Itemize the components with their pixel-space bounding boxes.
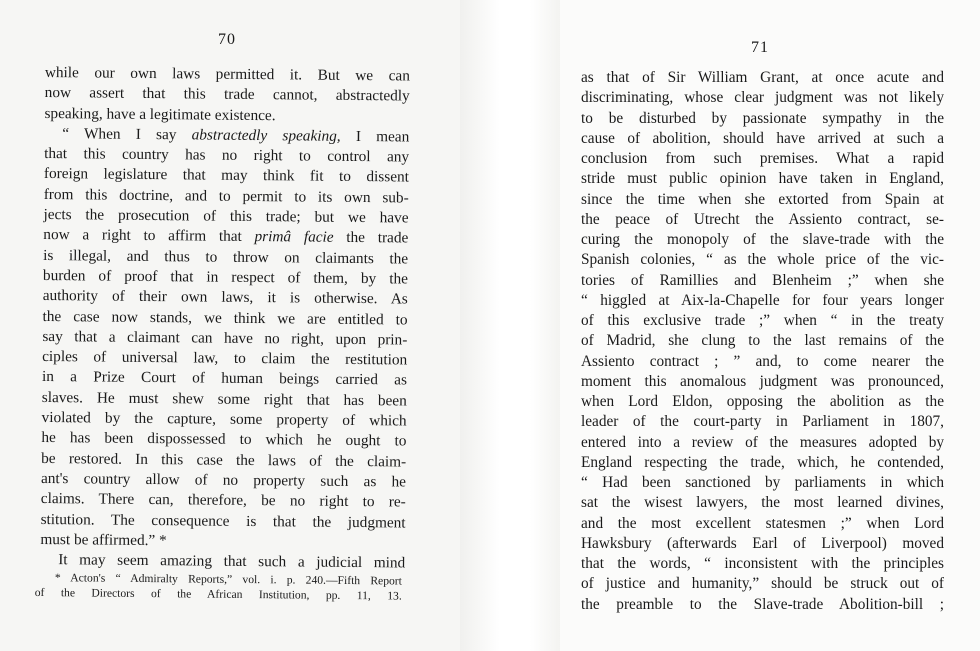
text-line: stride must public opinion have taken in England, [581,170,944,188]
text-fragment: “ When I say [62,125,192,144]
text-line: Assiento contract ; ” and, to come nearer the [581,352,944,370]
text-line: entered into a review of the measures adopted by [581,433,944,451]
footnote [35,570,402,604]
text-line: jects the prosecution of this trade; but we have [43,206,409,227]
left-page [0,0,460,651]
text-line: ant's country allow of no property such as he [40,469,407,491]
text-line: conclusion from such premises. What a rapid [581,150,944,167]
text-line: of justice and humanity,” should be struck out of [581,575,944,593]
text-line: of this exclusive trade ;” when “ in the treaty [581,312,944,329]
text-line: tories of Ramillies and Blenheim ;” when she [581,271,944,289]
text-line: It may seem amazing that such a judicial mind [58,551,406,572]
text-line: he has been dispossessed to which he ought to [41,429,407,450]
text-line: in a Prize Court of human beings carried as [41,368,408,389]
text-line: claims. There can, therefore, be no right to re- [40,490,406,511]
text-line: ciples of universal law, to claim the restitution [42,348,408,369]
text-line: while our own laws permitted it. But we can [44,63,410,85]
footnote-line: * Acton's “ Admiralty Reports,” vol. i. p. 240.—Fifth Report [54,571,402,588]
text-line: is illegal, and thus to throw on claimants the [43,246,409,268]
italic-phrase: abstractedly speaking, [191,126,341,145]
text-line: the case now stands, we think we are entitled to [42,307,408,329]
text-line: must be affirmed.” * [40,530,167,550]
text-line: “ higgled at Aix-la-Chapelle for four years longer [581,291,944,309]
text-line: of Madrid, she clung to the last remains of the [581,332,944,350]
text-line: discriminating, whose clear judgment was not likely [581,89,944,107]
text-line: cause of abolition, should have arrived at such a [581,129,944,147]
text-line: when Lord Eldon, opposing the abolition as the [581,393,944,410]
text-line: from this doctrine, and to permit to its own sub- [43,185,409,207]
text-line: since the time when she extorted from Spain at [581,190,944,208]
text-line: speaking, have a legitimate existence. [44,104,276,124]
text-line: England respecting the trade, which, he contended, [581,453,944,471]
text-line: the peace of Utrecht the Assiento contract, se- [581,210,944,228]
text-line: foreign legislature that may think fit to dissent [43,165,409,186]
text-line: Spanish colonies, “ as the whole price of the vic- [581,251,944,269]
text-line: that the words, “ inconsistent with the principles [581,555,944,572]
right-page-number: 71 [751,39,769,56]
text-line: slaves. He must shew some right that has been [41,388,407,410]
text-line: leader of the court-party in Parliament in 1807, [581,413,944,431]
text-fragment: the trade [333,229,409,247]
text-line: sat the wisest lawyers, the most learned divines, [581,494,944,512]
book-gutter [460,0,560,651]
text-line: be restored. In this case the laws of the claim- [41,449,407,471]
text-line: “ Had been sanctioned by parliaments in which [581,474,944,491]
right-page [560,0,980,651]
text-line: moment this anomalous judgment was pronounced, [581,372,944,390]
text-line: that this country has no right to control any [44,145,410,166]
text-line: say that a claimant can have no right, upon prin- [42,327,408,349]
italic-phrase: primâ facie [254,228,334,247]
text-line: burden of proof that in respect of them, by the [42,266,409,288]
right-page-text [581,68,944,615]
footnote-line: of the Directors of the African Institution, pp. 11, 13. [34,585,402,603]
text-line: curing the monopoly of the slave-trade with the [581,231,944,248]
text-line: and the most excellent statesmen ;” when Lord [581,514,944,532]
text-fragment: now a right to affirm that [43,226,255,246]
text-line: Hawksbury (afterwards Earl of Liverpool) moved [581,534,944,552]
left-page-text [40,63,410,574]
left-page-number: 70 [218,31,236,48]
text-line: now assert that this trade cannot, abstractedly [44,84,410,105]
text-line: to be disturbed by passionate sympathy in the [581,109,944,127]
text-fragment: I mean [340,127,410,146]
text-line: violated by the capture, some property of which [41,409,407,430]
text-line: stitution. The consequence is that the judgment [40,510,406,532]
text-line: as that of Sir William Grant, at once acute and [581,69,944,86]
text-line: the preamble to the Slave-trade Abolition-bill ; [581,595,944,613]
text-line: authority of their own laws, it is otherwise. As [42,287,408,308]
